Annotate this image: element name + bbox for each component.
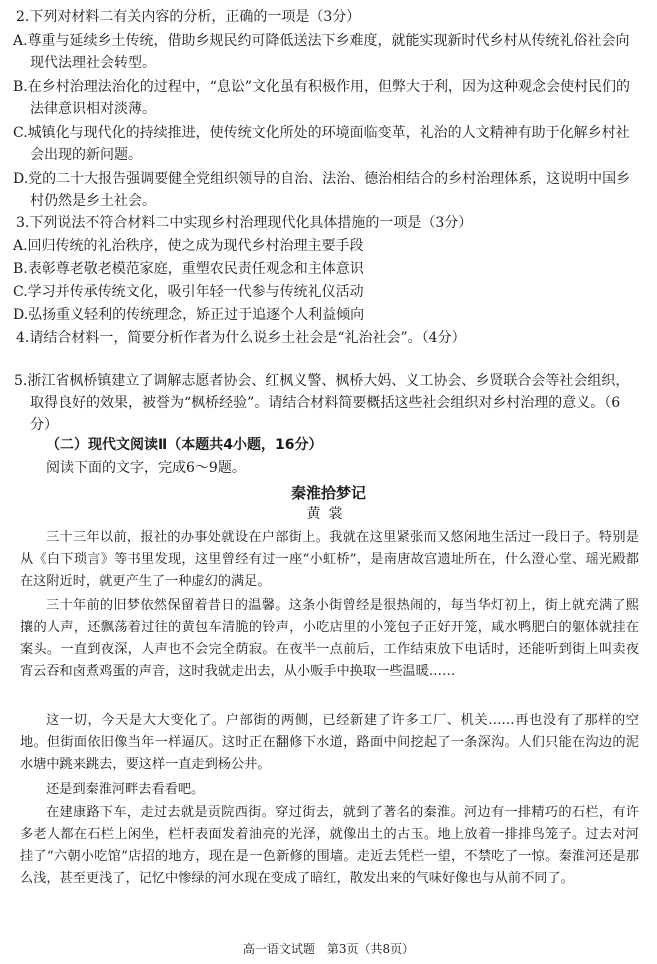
question-3-option-d: D.弘扬重义轻利的传统理念，矫正过于追逐个人利益倾向	[13, 307, 365, 323]
article-paragraph-3: 这一切，今天是大大变化了。户部街的两侧，已经新建了许多工厂、机关……再也没有了那样的空地。但街面依旧像当年一样逼仄。这时正在翻修下水道，路面中间挖起了一条深沟。人们只能在沟边的泥水塘中跳来跳去，要这样一直走到杨公井。	[20, 713, 639, 772]
question-2-option-b: B.在乡村治理法治化的过程中，“息讼”文化虽有积极作用，但弊大于利，因为这种观念会使村民们的法律意识相对淡薄。	[13, 79, 631, 117]
article-paragraph-2: 三十年前的旧梦依然保留着昔日的温馨。这条小街曾经是很热闹的，每当华灯初上，街上就充满了熙攘的人声，还飘荡着过往的黄包车清脆的铃声，小吃店里的小笼包子正好开笼，咸水鸭肥白的躯体就挂在案头。一直到夜深，人声也不会完全荫寂。在夜半一点前后，工作结束放下电话时，还能听到街上叫卖夜宵云吞和卤煮鸡蛋的声音，这时我就走出去，从小贩手中换取一些温暖……	[20, 598, 639, 679]
article-paragraph-5: 在建康路下车，走过去就是贡院西街。穿过街去，就到了著名的秦淮。河边有一排精巧的石栏，有许多老人都在石栏上闲坐，栏杆表面发着油亮的光泽，就像出土的古玉。地上放着一排排鸟笼子。过去对河挂了“六朝小吃馆”店招的地方，现在是一色新修的围墙。走近去凭栏一望，不禁吃了一惊。秦淮河还是那么浅，甚至更浅了，记忆中惨绿的河水现在变成了暗红，散发出来的气味好像也与从前不同了。	[20, 805, 639, 886]
question-4: 4.请结合材料一，简要分析作者为什么说乡土社会是“礼治社会”。（4分）	[16, 330, 466, 346]
question-2-option-a: A.尊重与延续乡土传统，借助乡规民约可降低送法下乡难度，就能实现新时代乡村从传统礼俗社会向现代法理社会转型。	[13, 33, 630, 71]
question-3-option-c: C.学习并传承传统文化，吸引年轻一代参与传统礼仪活动	[13, 284, 364, 300]
article-author: 黄裳	[306, 506, 351, 522]
article-paragraph-4: 还是到秦淮河畔去看看吧。	[46, 782, 205, 797]
section-instruction: 阅读下面的文字，完成6～9题。	[46, 460, 246, 476]
question-3-option-a: A.回归传统的礼治秩序，使之成为现代乡村治理主要手段	[13, 238, 364, 254]
question-3-option-b: B.表彰尊老敬老模范家庭，重塑农民责任观念和主体意识	[13, 261, 364, 277]
question-3-stem: 3.下列说法不符合材料二中实现乡村治理现代化具体措施的一项是（3分）	[16, 215, 473, 231]
question-2-option-d: D.党的二十大报告强调要健全党组织领导的自治、法治、德治相结合的乡村治理体系，这说明中国乡村仍然是乡土社会。	[13, 171, 631, 209]
page-footer: 高一语文试题 第3页（共8页）	[242, 942, 415, 956]
question-5: 5.浙江省枫桥镇建立了调解志愿者协会、红枫义警、枫桥大妈、义工协会、乡贤联合会等社会组织，取得良好的效果，被誉为“枫桥经验”。请结合材料简要概括这些社会组织对乡村治理的意义。（6分）	[14, 373, 630, 433]
question-2-stem: 2.下列对材料二有关内容的分析，正确的一项是（3分）	[16, 9, 361, 25]
section-heading: （二）现代文阅读Ⅱ（本题共4小题，16分）	[46, 437, 323, 453]
question-2-option-c: C.城镇化与现代化的持续推进，使传统文化所处的环境面临变革，礼治的人文精神有助于化解乡村社会出现的新问题。	[13, 125, 630, 163]
article-title: 秦淮拾梦记	[290, 484, 366, 502]
article-paragraph-1: 三十三年以前，报社的办事处就设在户部街上。我就在这里紧张而又悠闲地生活过一段日子。特别是从《白下琐言》等书里发现，这里曾经有过一座“小虹桥”，是南唐故宫遗址所在，什么澄心堂、瑶光殿都在这附近时，就更产生了一种虚幻的满足。	[20, 530, 639, 589]
